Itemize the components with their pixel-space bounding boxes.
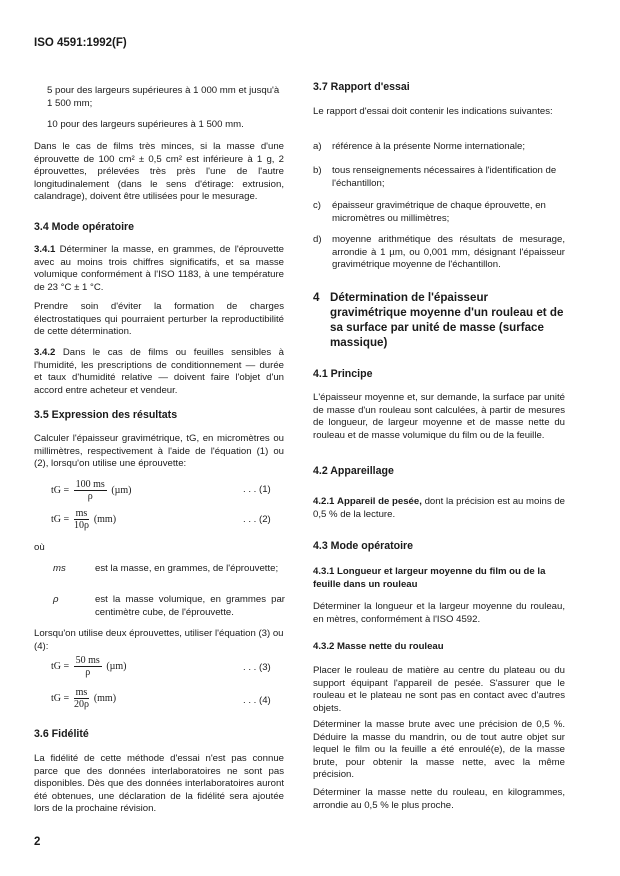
equation-2-numerator: ms: [75, 508, 88, 519]
report-item-b-text: tous renseignements nécessaires à l'identification de l'échantillon;: [332, 165, 557, 189]
section-4-3-1-title: 4.3.1 Longueur et largeur moyenne du film ou de la feuille dans un rouleau: [313, 566, 546, 590]
section-3-4-2-number: 3.4.2: [34, 347, 56, 358]
equation-4-fraction: [74, 687, 90, 710]
item-5-text: 5 pour des largeurs supérieures à 1 000 mm et jusqu'à 1 500 mm;: [47, 85, 280, 109]
where-label: où: [34, 542, 45, 553]
section-4-3-2-title: 4.3.2 Masse nette du rouleau: [313, 641, 444, 652]
equation-4-numerator: ms: [75, 687, 88, 698]
report-item-a: [313, 141, 565, 155]
definition-rho-symbol: ρ: [53, 594, 59, 605]
equation-1-number: . . . (1): [243, 484, 271, 495]
equation-4-number: . . . (4): [243, 695, 271, 706]
section-3-4-2-text: Dans le cas de films ou feuilles sensibles à l'humidité, les prescriptions de conditionnement — durée et taux d'humidité relative — doivent faire l'objet d'un accord entre acheteur et vendeur.: [34, 347, 284, 396]
document-id-header: ISO 4591:1992(F): [34, 37, 127, 49]
item-10-text: 10 pour des largeurs supérieures à 1 500 mm.: [47, 119, 244, 130]
equation-3-numerator: 50 ms: [75, 655, 100, 666]
report-item-c: [313, 200, 565, 228]
report-item-d-label: d): [313, 234, 322, 245]
section-4-1-text: L'épaisseur moyenne et, sur demande, la surface par unité de masse d'un rouleau sont calculées, à partir de mesures de longueur, de largeur moyenne et de masse nette du rouleau et de masse volumique du film ou de la feuille.: [313, 392, 565, 441]
section-4-3-1-text: Déterminer la longueur et la largeur moyenne du rouleau, en mètres, conformément à l'ISO 4592.: [313, 601, 565, 625]
section-3-4-2-paragraph: [34, 347, 284, 397]
equation-4-unit: (mm): [93, 692, 117, 704]
section-3-4-1-text: Déterminer la masse, en grammes, de l'éprouvette avec au moins trois chiffres significatifs, et sa masse volumique conformément à l'ISO 1183, à une température de 23 °C ± 1 °C.: [34, 244, 284, 293]
equation-4: [51, 687, 116, 710]
section-4-2-1-paragraph: [313, 496, 565, 521]
equation-1-lhs: tG =: [51, 484, 70, 496]
equation-3-number: . . . (3): [243, 662, 271, 673]
report-item-c-label: c): [313, 200, 321, 211]
section-4-3-2-paragraph-3: Déterminer la masse nette du rouleau, en kilogrammes, arrondie au 0,5 % le plus proche.: [313, 787, 565, 811]
equation-2: [51, 508, 116, 531]
report-item-a-text: référence à la présente Norme internationale;: [332, 141, 526, 152]
equation-2-lhs: tG =: [51, 513, 70, 525]
equation-1-fraction: [74, 479, 107, 502]
equation-1: [51, 479, 132, 502]
equation-3-unit: (µm): [106, 660, 127, 672]
section-4-title: Détermination de l'épaisseur gravimétrique moyenne d'un rouleau et de sa surface par unité de masse (surface massique): [330, 291, 564, 349]
report-item-b-label: b): [313, 165, 322, 176]
section-4-3-2-paragraph-1: Placer le rouleau de matière au centre du plateau ou du support équipant l'appareil de pesée. S'assurer que le rouleau et le plateau ne sont pas en contact avec d'autres objets.: [313, 665, 565, 714]
section-4-2-1-number: 4.2.1: [313, 496, 335, 507]
equation-2-denominator: 10ρ: [73, 520, 89, 531]
section-4-2-1-text: dont la précision est au moins de 0,5 % de la lecture.: [313, 496, 566, 520]
section-4-3-title: 4.3 Mode opératoire: [313, 540, 414, 552]
section-3-4-title: 3.4 Mode opératoire: [34, 221, 135, 233]
report-item-c-text: épaisseur gravimétrique de chaque éprouvette, en micromètres ou millimètres;: [332, 200, 546, 224]
equation-1-numerator: 100 ms: [75, 479, 105, 490]
section-4-2-title: 4.2 Appareillage: [313, 465, 394, 477]
page-number: 2: [34, 836, 41, 848]
thin-films-paragraph: Dans le cas de films très minces, si la masse d'une éprouvette de 100 cm² ± 0,5 cm² est inférieure à 1 g, 2 éprouvettes, prélevées très près l'une de l'autre longitudinalement (dans le sens d'étirage: extrusion, calandrage), doivent être utilisées pour le mesurage.: [34, 141, 284, 203]
section-3-6-text: La fidélité de cette méthode d'essai n'est pas connue parce que des données interlaboratoires ne sont pas disponibles. Dès que des données interlaboratoires auront été obtenues, une déclaration de la fidélité sera ajoutée lors de la prochaine révision.: [34, 753, 284, 815]
equation-1-unit: (µm): [111, 484, 132, 496]
equation-3: [51, 655, 127, 678]
section-4-2-1-bold: Appareil de pesée,: [337, 496, 422, 507]
equation-4-lhs: tG =: [51, 692, 70, 704]
section-3-6-title: 3.6 Fidélité: [34, 728, 89, 740]
section-3-4-1-number: 3.4.1: [34, 244, 56, 255]
section-3-7-title: 3.7 Rapport d'essai: [313, 81, 410, 93]
two-specimens-paragraph: Lorsqu'on utilise deux éprouvettes, utiliser l'équation (3) ou (4):: [34, 628, 284, 652]
section-3-4-1-paragraph-2: Prendre soin d'éviter la formation de charges électrostatiques qui pourraient perturber la reproductibilité de cette détermination.: [34, 301, 284, 338]
equation-2-unit: (mm): [93, 513, 117, 525]
equation-4-denominator: 20ρ: [73, 699, 89, 710]
equation-2-fraction: [74, 508, 90, 531]
section-3-4-1-paragraph: [34, 244, 284, 294]
section-4-3-2-paragraph-2: Déterminer la masse brute avec une précision de 0,5 %. Déduire la masse du mandrin, ou de tout autre objet sur lequel le film ou la feuille a été enroulé(e), de la masse brute, pour obtenir la masse nette, avec la même précision.: [313, 719, 565, 781]
equation-3-denominator: ρ: [85, 667, 91, 678]
equation-1-denominator: ρ: [87, 491, 93, 502]
section-4-number: 4: [313, 291, 320, 304]
section-3-7-intro: Le rapport d'essai doit contenir les indications suivantes:: [313, 106, 553, 117]
report-item-d-text: moyenne arithmétique des résultats de mesurage, arrondie à 1 µm, ou 0,001 mm, désignant l'épaisseur gravimétrique moyenne de l'échantillon.: [332, 234, 565, 271]
report-item-a-label: a): [313, 141, 322, 152]
report-item-b: [313, 165, 565, 193]
section-4-1-title: 4.1 Principe: [313, 368, 373, 380]
definition-ms-symbol: ms: [53, 563, 66, 574]
equation-3-lhs: tG =: [51, 660, 70, 672]
section-3-5-title: 3.5 Expression des résultats: [34, 409, 178, 421]
equation-2-number: . . . (2): [243, 514, 271, 525]
report-item-d: [313, 234, 565, 274]
equation-3-fraction: [74, 655, 102, 678]
definition-rho-text: est la masse volumique, en grammes par centimètre cube, de l'éprouvette.: [95, 594, 285, 618]
section-3-5-intro: Calculer l'épaisseur gravimétrique, tG, en micromètres ou millimètres, respectivement à l'aide de l'équation (1) ou (2), lorsqu'on utilise une éprouvette:: [34, 433, 284, 470]
definition-ms-text: est la masse, en grammes, de l'éprouvette;: [95, 563, 279, 574]
